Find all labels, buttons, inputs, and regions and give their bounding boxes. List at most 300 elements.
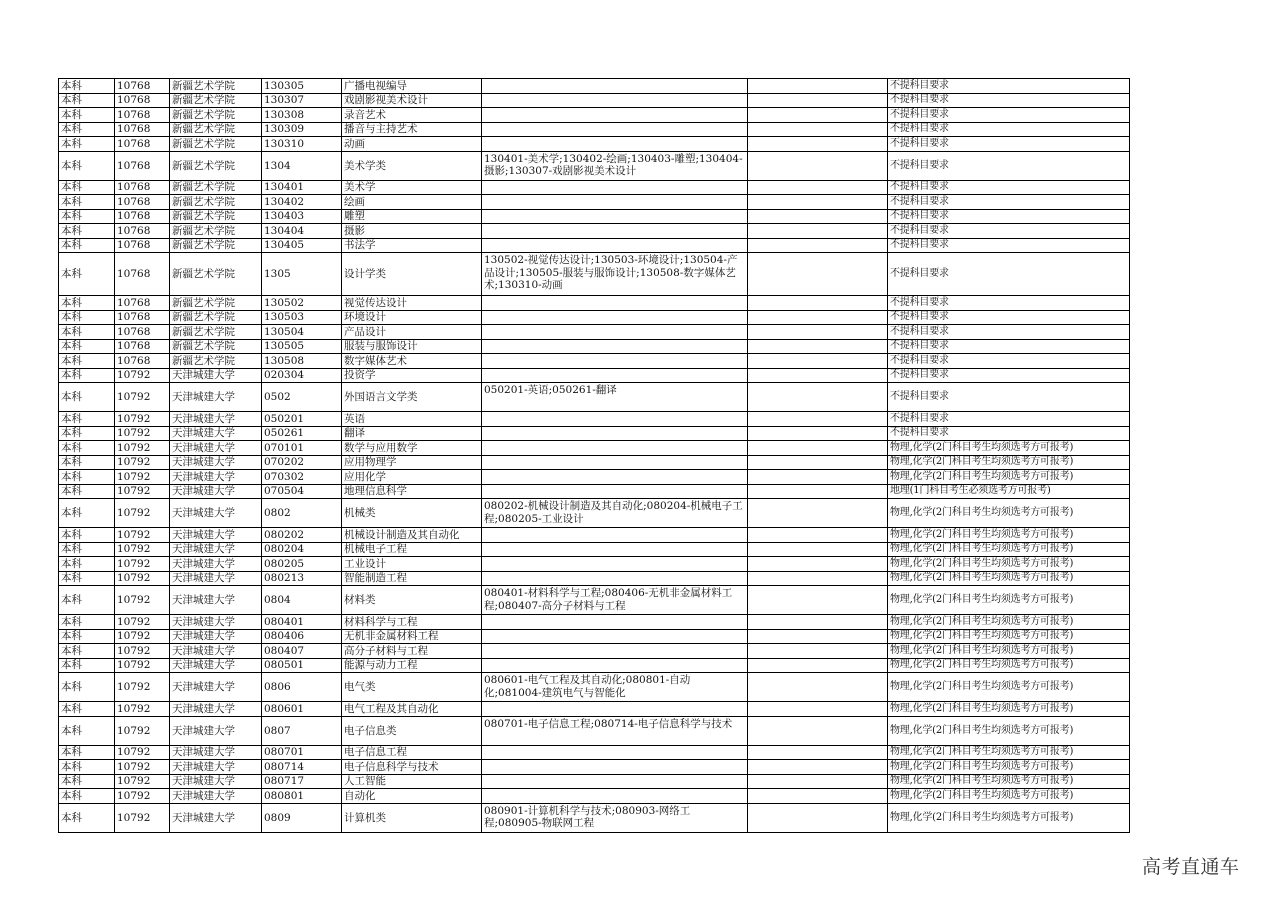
- major-code-cell: 130504: [262, 325, 342, 340]
- school-code-cell: 10792: [115, 803, 170, 832]
- major-name-cell: 数学与应用数学: [342, 441, 482, 456]
- major-code-cell: 1305: [262, 253, 342, 296]
- subject-requirement-cell: 不提科目要求: [888, 412, 1130, 427]
- blank-cell: [748, 180, 888, 195]
- school-name-cell: 新疆艺术学院: [170, 180, 262, 195]
- major-code-cell: 080601: [262, 702, 342, 717]
- school-name-cell: 天津城建大学: [170, 484, 262, 499]
- major-name-cell: 计算机类: [342, 803, 482, 832]
- table-row: [59, 122, 1130, 137]
- major-code-cell: 130403: [262, 209, 342, 224]
- school-code-cell: 10768: [115, 209, 170, 224]
- table-row: [59, 383, 1130, 412]
- blank-cell: [748, 122, 888, 137]
- school-code-cell: 10792: [115, 629, 170, 644]
- blank-cell: [748, 383, 888, 412]
- subject-requirement-cell: 不提科目要求: [888, 209, 1130, 224]
- blank-cell: [748, 310, 888, 325]
- table-row: [59, 426, 1130, 441]
- table-row: [59, 151, 1130, 180]
- major-name-cell: 雕塑: [342, 209, 482, 224]
- major-code-cell: 1304: [262, 151, 342, 180]
- school-code-cell: 10792: [115, 658, 170, 673]
- major-code-cell: 080202: [262, 528, 342, 543]
- blank-cell: [748, 644, 888, 659]
- school-code-cell: 10768: [115, 296, 170, 311]
- table-row: [59, 296, 1130, 311]
- subject-requirement-cell: 不提科目要求: [888, 93, 1130, 108]
- major-name-cell: 书法学: [342, 238, 482, 253]
- blank-cell: [748, 499, 888, 528]
- major-name-cell: 电气工程及其自动化: [342, 702, 482, 717]
- level-cell: 本科: [59, 253, 115, 296]
- blank-cell: [748, 441, 888, 456]
- major-code-cell: 050201: [262, 412, 342, 427]
- school-name-cell: 新疆艺术学院: [170, 151, 262, 180]
- school-code-cell: 10792: [115, 615, 170, 630]
- major-code-cell: 020304: [262, 368, 342, 383]
- included-majors-cell: [482, 224, 748, 239]
- school-name-cell: 天津城建大学: [170, 426, 262, 441]
- major-name-cell: 摄影: [342, 224, 482, 239]
- major-code-cell: 080501: [262, 658, 342, 673]
- included-majors-cell: [482, 108, 748, 123]
- level-cell: 本科: [59, 542, 115, 557]
- major-code-cell: 070302: [262, 470, 342, 485]
- school-name-cell: 天津城建大学: [170, 441, 262, 456]
- school-code-cell: 10768: [115, 238, 170, 253]
- blank-cell: [748, 368, 888, 383]
- major-name-cell: 设计学类: [342, 253, 482, 296]
- table-row: [59, 586, 1130, 615]
- included-majors-cell: [482, 354, 748, 369]
- major-name-cell: 投资学: [342, 368, 482, 383]
- major-code-cell: 070101: [262, 441, 342, 456]
- level-cell: 本科: [59, 716, 115, 745]
- table-row: [59, 195, 1130, 210]
- school-name-cell: 天津城建大学: [170, 673, 262, 702]
- major-name-cell: 高分子材料与工程: [342, 644, 482, 659]
- blank-cell: [748, 108, 888, 123]
- included-majors-cell: [482, 702, 748, 717]
- level-cell: 本科: [59, 441, 115, 456]
- included-majors-cell: 080202-机械设计制造及其自动化;080204-机械电子工程;080205-工业设计: [482, 499, 748, 528]
- table-row: [59, 455, 1130, 470]
- major-code-cell: 080213: [262, 571, 342, 586]
- blank-cell: [748, 774, 888, 789]
- school-name-cell: 天津城建大学: [170, 383, 262, 412]
- included-majors-cell: [482, 79, 748, 94]
- blank-cell: [748, 702, 888, 717]
- subject-requirement-cell: 物理,化学(2门科目考生均须选考方可报考): [888, 586, 1130, 615]
- level-cell: 本科: [59, 470, 115, 485]
- level-cell: 本科: [59, 760, 115, 775]
- major-name-cell: 绘画: [342, 195, 482, 210]
- table-row: [59, 789, 1130, 804]
- major-name-cell: 动画: [342, 137, 482, 152]
- major-code-cell: 130309: [262, 122, 342, 137]
- table-row: [59, 339, 1130, 354]
- blank-cell: [748, 354, 888, 369]
- school-code-cell: 10768: [115, 354, 170, 369]
- blank-cell: [748, 296, 888, 311]
- school-code-cell: 10768: [115, 310, 170, 325]
- school-code-cell: 10792: [115, 586, 170, 615]
- table-row: [59, 209, 1130, 224]
- level-cell: 本科: [59, 571, 115, 586]
- table-row: [59, 180, 1130, 195]
- major-name-cell: 播音与主持艺术: [342, 122, 482, 137]
- subject-requirement-cell: 物理,化学(2门科目考生均须选考方可报考): [888, 441, 1130, 456]
- major-name-cell: 机械电子工程: [342, 542, 482, 557]
- major-name-cell: 机械设计制造及其自动化: [342, 528, 482, 543]
- major-name-cell: 人工智能: [342, 774, 482, 789]
- subject-requirement-cell: 不提科目要求: [888, 180, 1130, 195]
- included-majors-cell: [482, 484, 748, 499]
- major-code-cell: 070504: [262, 484, 342, 499]
- level-cell: 本科: [59, 774, 115, 789]
- school-name-cell: 天津城建大学: [170, 615, 262, 630]
- school-name-cell: 天津城建大学: [170, 644, 262, 659]
- blank-cell: [748, 224, 888, 239]
- school-code-cell: 10792: [115, 673, 170, 702]
- school-code-cell: 10792: [115, 774, 170, 789]
- school-name-cell: 新疆艺术学院: [170, 253, 262, 296]
- school-name-cell: 天津城建大学: [170, 586, 262, 615]
- table-row: [59, 644, 1130, 659]
- subject-requirement-cell: 物理,化学(2门科目考生均须选考方可报考): [888, 557, 1130, 572]
- table-row: [59, 93, 1130, 108]
- included-majors-cell: [482, 745, 748, 760]
- level-cell: 本科: [59, 296, 115, 311]
- blank-cell: [748, 745, 888, 760]
- school-code-cell: 10768: [115, 224, 170, 239]
- subject-requirement-cell: 物理,化学(2门科目考生均须选考方可报考): [888, 470, 1130, 485]
- subject-requirement-cell: 不提科目要求: [888, 426, 1130, 441]
- subject-requirement-cell: 物理,化学(2门科目考生均须选考方可报考): [888, 542, 1130, 557]
- major-name-cell: 应用物理学: [342, 455, 482, 470]
- major-code-cell: 130502: [262, 296, 342, 311]
- major-code-cell: 130401: [262, 180, 342, 195]
- school-code-cell: 10792: [115, 499, 170, 528]
- subject-requirement-cell: 不提科目要求: [888, 238, 1130, 253]
- school-name-cell: 新疆艺术学院: [170, 108, 262, 123]
- included-majors-cell: 130401-美术学;130402-绘画;130403-雕塑;130404-摄影;130307-戏剧影视美术设计: [482, 151, 748, 180]
- school-name-cell: 新疆艺术学院: [170, 122, 262, 137]
- school-name-cell: 天津城建大学: [170, 803, 262, 832]
- subject-requirement-cell: 不提科目要求: [888, 368, 1130, 383]
- blank-cell: [748, 339, 888, 354]
- subject-requirement-cell: 物理,化学(2门科目考生均须选考方可报考): [888, 528, 1130, 543]
- major-code-cell: 080401: [262, 615, 342, 630]
- major-name-cell: 电气类: [342, 673, 482, 702]
- table-row: [59, 716, 1130, 745]
- major-name-cell: 录音艺术: [342, 108, 482, 123]
- school-name-cell: 天津城建大学: [170, 702, 262, 717]
- school-code-cell: 10792: [115, 760, 170, 775]
- school-name-cell: 新疆艺术学院: [170, 137, 262, 152]
- level-cell: 本科: [59, 644, 115, 659]
- level-cell: 本科: [59, 702, 115, 717]
- level-cell: 本科: [59, 673, 115, 702]
- blank-cell: [748, 484, 888, 499]
- subject-requirement-cell: 物理,化学(2门科目考生均须选考方可报考): [888, 702, 1130, 717]
- blank-cell: [748, 629, 888, 644]
- school-name-cell: 新疆艺术学院: [170, 209, 262, 224]
- school-code-cell: 10792: [115, 702, 170, 717]
- school-code-cell: 10792: [115, 383, 170, 412]
- included-majors-cell: [482, 658, 748, 673]
- subject-requirement-cell: 物理,化学(2门科目考生均须选考方可报考): [888, 644, 1130, 659]
- subject-requirement-cell: 物理,化学(2门科目考生均须选考方可报考): [888, 803, 1130, 832]
- major-code-cell: 130310: [262, 137, 342, 152]
- level-cell: 本科: [59, 310, 115, 325]
- school-code-cell: 10768: [115, 325, 170, 340]
- major-code-cell: 080406: [262, 629, 342, 644]
- major-name-cell: 广播电视编导: [342, 79, 482, 94]
- included-majors-cell: [482, 789, 748, 804]
- subject-requirement-cell: 地理(1门科目考生必须选考方可报考): [888, 484, 1130, 499]
- school-code-cell: 10792: [115, 426, 170, 441]
- major-name-cell: 无机非金属材料工程: [342, 629, 482, 644]
- subject-requirement-cell: 物理,化学(2门科目考生均须选考方可报考): [888, 716, 1130, 745]
- table-row: [59, 571, 1130, 586]
- included-majors-cell: [482, 325, 748, 340]
- major-code-cell: 080714: [262, 760, 342, 775]
- subject-requirement-cell: 物理,化学(2门科目考生均须选考方可报考): [888, 629, 1130, 644]
- school-code-cell: 10792: [115, 644, 170, 659]
- level-cell: 本科: [59, 484, 115, 499]
- major-code-cell: 050261: [262, 426, 342, 441]
- school-code-cell: 10792: [115, 557, 170, 572]
- table-row: [59, 224, 1130, 239]
- school-code-cell: 10792: [115, 528, 170, 543]
- major-name-cell: 自动化: [342, 789, 482, 804]
- subject-requirement-cell: 不提科目要求: [888, 137, 1130, 152]
- blank-cell: [748, 137, 888, 152]
- major-name-cell: 环境设计: [342, 310, 482, 325]
- table-row: [59, 108, 1130, 123]
- subject-requirement-cell: 不提科目要求: [888, 195, 1130, 210]
- table-row: [59, 760, 1130, 775]
- level-cell: 本科: [59, 180, 115, 195]
- school-name-cell: 新疆艺术学院: [170, 238, 262, 253]
- school-code-cell: 10768: [115, 122, 170, 137]
- major-name-cell: 视觉传达设计: [342, 296, 482, 311]
- included-majors-cell: 080901-计算机科学与技术;080903-网络工程;080905-物联网工程: [482, 803, 748, 832]
- major-name-cell: 数字媒体艺术: [342, 354, 482, 369]
- major-name-cell: 应用化学: [342, 470, 482, 485]
- blank-cell: [748, 615, 888, 630]
- blank-cell: [748, 195, 888, 210]
- included-majors-cell: [482, 528, 748, 543]
- table-row: [59, 412, 1130, 427]
- school-code-cell: 10792: [115, 716, 170, 745]
- blank-cell: [748, 542, 888, 557]
- table-row: [59, 629, 1130, 644]
- school-code-cell: 10792: [115, 745, 170, 760]
- subject-requirement-cell: 物理,化学(2门科目考生均须选考方可报考): [888, 455, 1130, 470]
- major-name-cell: 服装与服饰设计: [342, 339, 482, 354]
- school-name-cell: 天津城建大学: [170, 629, 262, 644]
- table-row: [59, 658, 1130, 673]
- level-cell: 本科: [59, 789, 115, 804]
- school-name-cell: 天津城建大学: [170, 499, 262, 528]
- major-code-cell: 0502: [262, 383, 342, 412]
- major-code-cell: 130404: [262, 224, 342, 239]
- blank-cell: [748, 760, 888, 775]
- included-majors-cell: 080401-材料科学与工程;080406-无机非金属材料工程;080407-高分子材料与工程: [482, 586, 748, 615]
- school-code-cell: 10792: [115, 470, 170, 485]
- level-cell: 本科: [59, 151, 115, 180]
- subject-requirement-cell: 不提科目要求: [888, 253, 1130, 296]
- subject-requirement-cell: 不提科目要求: [888, 383, 1130, 412]
- major-code-cell: 130402: [262, 195, 342, 210]
- level-cell: 本科: [59, 93, 115, 108]
- subject-requirement-cell: 不提科目要求: [888, 122, 1130, 137]
- major-code-cell: 0807: [262, 716, 342, 745]
- school-code-cell: 10792: [115, 789, 170, 804]
- school-name-cell: 新疆艺术学院: [170, 224, 262, 239]
- included-majors-cell: [482, 296, 748, 311]
- included-majors-cell: [482, 542, 748, 557]
- level-cell: 本科: [59, 426, 115, 441]
- major-name-cell: 美术学: [342, 180, 482, 195]
- level-cell: 本科: [59, 412, 115, 427]
- school-code-cell: 10792: [115, 412, 170, 427]
- level-cell: 本科: [59, 238, 115, 253]
- included-majors-cell: [482, 455, 748, 470]
- school-name-cell: 天津城建大学: [170, 760, 262, 775]
- subject-requirement-cell: 物理,化学(2门科目考生均须选考方可报考): [888, 789, 1130, 804]
- school-name-cell: 新疆艺术学院: [170, 296, 262, 311]
- included-majors-cell: 130502-视觉传达设计;130503-环境设计;130504-产品设计;130505-服装与服饰设计;130508-数字媒体艺术;130310-动画: [482, 253, 748, 296]
- subject-requirement-cell: 物理,化学(2门科目考生均须选考方可报考): [888, 774, 1130, 789]
- blank-cell: [748, 716, 888, 745]
- subject-requirement-cell: 不提科目要求: [888, 310, 1130, 325]
- school-code-cell: 10792: [115, 368, 170, 383]
- included-majors-cell: [482, 209, 748, 224]
- level-cell: 本科: [59, 354, 115, 369]
- table-row: [59, 615, 1130, 630]
- blank-cell: [748, 673, 888, 702]
- school-code-cell: 10768: [115, 151, 170, 180]
- major-code-cell: 130503: [262, 310, 342, 325]
- major-name-cell: 电子信息科学与技术: [342, 760, 482, 775]
- blank-cell: [748, 79, 888, 94]
- level-cell: 本科: [59, 368, 115, 383]
- school-code-cell: 10768: [115, 253, 170, 296]
- level-cell: 本科: [59, 629, 115, 644]
- blank-cell: [748, 455, 888, 470]
- level-cell: 本科: [59, 195, 115, 210]
- level-cell: 本科: [59, 803, 115, 832]
- table-row: [59, 441, 1130, 456]
- subject-requirement-cell: 不提科目要求: [888, 108, 1130, 123]
- subject-requirement-cell: 物理,化学(2门科目考生均须选考方可报考): [888, 499, 1130, 528]
- level-cell: 本科: [59, 528, 115, 543]
- school-code-cell: 10768: [115, 79, 170, 94]
- major-name-cell: 戏剧影视美术设计: [342, 93, 482, 108]
- level-cell: 本科: [59, 108, 115, 123]
- major-code-cell: 080801: [262, 789, 342, 804]
- subject-requirement-cell: 物理,化学(2门科目考生均须选考方可报考): [888, 615, 1130, 630]
- subject-requirement-cell: 物理,化学(2门科目考生均须选考方可报考): [888, 673, 1130, 702]
- level-cell: 本科: [59, 383, 115, 412]
- major-name-cell: 材料科学与工程: [342, 615, 482, 630]
- blank-cell: [748, 253, 888, 296]
- school-code-cell: 10768: [115, 195, 170, 210]
- blank-cell: [748, 93, 888, 108]
- subject-requirement-cell: 物理,化学(2门科目考生均须选考方可报考): [888, 571, 1130, 586]
- table-row: [59, 325, 1130, 340]
- major-code-cell: 130305: [262, 79, 342, 94]
- included-majors-cell: [482, 180, 748, 195]
- included-majors-cell: [482, 412, 748, 427]
- school-name-cell: 新疆艺术学院: [170, 310, 262, 325]
- school-code-cell: 10792: [115, 484, 170, 499]
- school-name-cell: 天津城建大学: [170, 745, 262, 760]
- blank-cell: [748, 151, 888, 180]
- admission-requirements-table: [58, 78, 1130, 833]
- blank-cell: [748, 426, 888, 441]
- table-row: [59, 499, 1130, 528]
- subject-requirement-cell: 物理,化学(2门科目考生均须选考方可报考): [888, 760, 1130, 775]
- included-majors-cell: 050201-英语;050261-翻译: [482, 383, 748, 412]
- included-majors-cell: [482, 93, 748, 108]
- school-name-cell: 天津城建大学: [170, 470, 262, 485]
- table-row: [59, 238, 1130, 253]
- school-code-cell: 10768: [115, 137, 170, 152]
- major-name-cell: 翻译: [342, 426, 482, 441]
- watermark-text: 高考直通车: [1142, 856, 1240, 878]
- major-name-cell: 美术学类: [342, 151, 482, 180]
- subject-requirement-cell: 不提科目要求: [888, 79, 1130, 94]
- table-row: [59, 557, 1130, 572]
- included-majors-cell: [482, 238, 748, 253]
- major-name-cell: 地理信息科学: [342, 484, 482, 499]
- level-cell: 本科: [59, 339, 115, 354]
- included-majors-cell: 080601-电气工程及其自动化;080801-自动化;081004-建筑电气与智能化: [482, 673, 748, 702]
- major-code-cell: 130308: [262, 108, 342, 123]
- blank-cell: [748, 238, 888, 253]
- level-cell: 本科: [59, 122, 115, 137]
- school-name-cell: 天津城建大学: [170, 658, 262, 673]
- major-code-cell: 0804: [262, 586, 342, 615]
- major-name-cell: 工业设计: [342, 557, 482, 572]
- included-majors-cell: [482, 368, 748, 383]
- level-cell: 本科: [59, 455, 115, 470]
- school-name-cell: 天津城建大学: [170, 455, 262, 470]
- school-name-cell: 天津城建大学: [170, 542, 262, 557]
- school-name-cell: 天津城建大学: [170, 716, 262, 745]
- level-cell: 本科: [59, 745, 115, 760]
- major-name-cell: 英语: [342, 412, 482, 427]
- included-majors-cell: [482, 629, 748, 644]
- included-majors-cell: [482, 122, 748, 137]
- school-name-cell: 新疆艺术学院: [170, 93, 262, 108]
- school-code-cell: 10792: [115, 571, 170, 586]
- school-code-cell: 10768: [115, 108, 170, 123]
- major-name-cell: 产品设计: [342, 325, 482, 340]
- table-row: [59, 79, 1130, 94]
- school-code-cell: 10792: [115, 455, 170, 470]
- subject-requirement-cell: 不提科目要求: [888, 224, 1130, 239]
- level-cell: 本科: [59, 586, 115, 615]
- included-majors-cell: [482, 615, 748, 630]
- included-majors-cell: [482, 195, 748, 210]
- school-code-cell: 10768: [115, 180, 170, 195]
